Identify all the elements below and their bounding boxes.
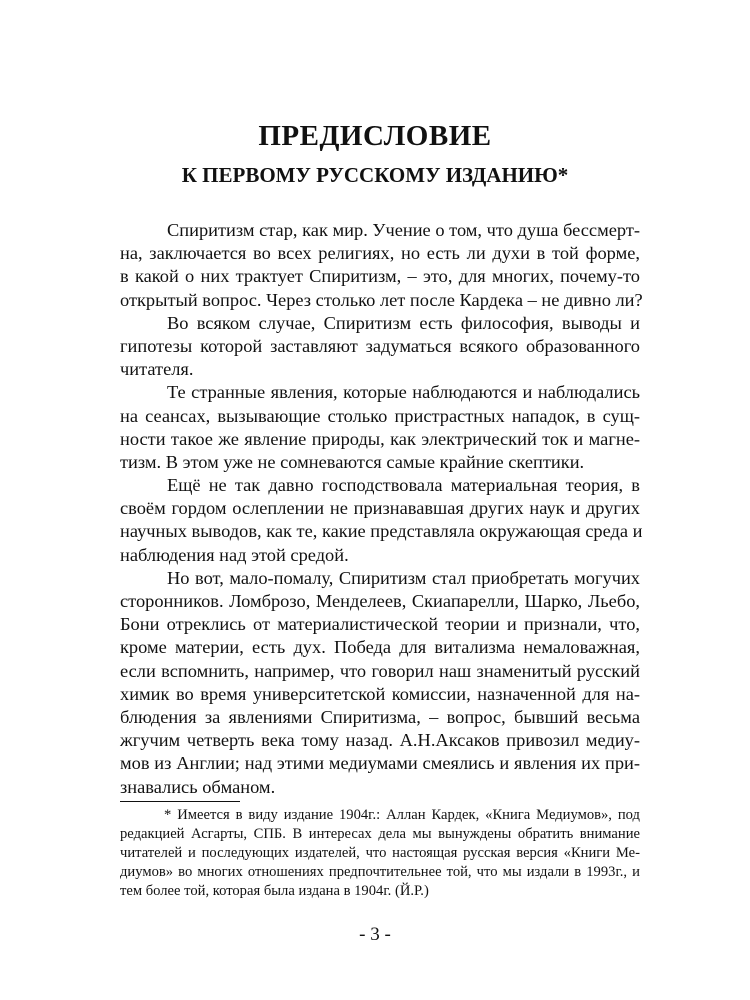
text-line: научных выводов, как те, какие представляла окружающая среда и (120, 521, 643, 542)
page-number: - 3 - (359, 924, 391, 945)
text-line: на сеансах, вызывающие столько пристрастных нападок, в сущ- (120, 405, 640, 426)
text-line: тизм. В этом уже не сомневаются самые крайние скептики. (120, 451, 585, 472)
body-text (120, 219, 643, 799)
paragraph (120, 474, 643, 567)
text-line: Спиритизм стар, как мир. Учение о том, что душа бессмерт- (167, 220, 640, 240)
text-line: сторонников. Ломброзо, Менделеев, Скиапарелли, Шарко, Льебо, (120, 591, 640, 611)
text-line: ности такое же явление природы, как электрический ток и магне- (120, 428, 640, 449)
paragraph (120, 219, 643, 312)
text-line: химик во время университетской комиссии, назначенной для на- (120, 683, 640, 704)
text-line: Ещё не так давно господствовала материальная теория, в (167, 475, 640, 496)
text-line: своём гордом ослеплении не признававшая других наук и других (120, 498, 640, 519)
text-line: кроме материи, есть дух. Победа для витализма немаловажная, (120, 637, 640, 658)
footnote-line: редакцией Асгарты, СПБ. В интересах дела мы вынуждены обратить внимание (120, 826, 640, 842)
text-line: Бони отреклись от материалистической теории и признали, что, (120, 614, 640, 635)
paragraph (120, 312, 640, 382)
text-line: наблюдения над этой средой. (120, 544, 349, 565)
text-line: если вспомнить, например, что говорил наш знаменитый русский (120, 660, 640, 681)
text-line: мов из Англии; над этими медиумами смеялись и явления их при- (120, 753, 640, 774)
footnote-divider (120, 801, 240, 802)
paragraph (120, 567, 640, 799)
text-line: на, заключается во всех религиях, но есть ли духи в той форме, (120, 243, 640, 264)
text-line: Но вот, мало-помалу, Спиритизм стал приобретать могучих (167, 567, 640, 588)
footnote-line: тем более той, которая была издана в 1904г. (Й.Р.) (120, 883, 429, 899)
text-line: Во всяком случае, Спиритизм есть философия, выводы и (167, 312, 640, 333)
page-title: ПРЕДИСЛОВИЕ (258, 120, 492, 152)
text-line: в какой о них трактует Спиритизм, – это, для многих, почему-то (120, 266, 640, 287)
text-line: гипотезы которой заставляют задуматься всякого образованного (120, 335, 640, 356)
page-subtitle: К ПЕРВОМУ РУССКОМУ ИЗДАНИЮ* (181, 163, 569, 187)
text-line: открытый вопрос. Через столько лет после Кардека – не дивно ли? (120, 289, 643, 310)
paragraph (120, 381, 640, 474)
footnote-line: * Имеется в виду издание 1904г.: Аллан Кардек, «Книга Медиумов», под (164, 807, 640, 823)
text-line: Те странные явления, которые наблюдаются и наблюдались (167, 382, 640, 403)
footnote (120, 806, 640, 901)
text-line: знавались обманом. (120, 776, 276, 797)
footnote-line: читателей и последующих издателей, что настоящая русская версия «Книги Ме- (120, 845, 640, 861)
text-line: читателя. (120, 359, 194, 380)
footnote-line: диумов» во многих отношениях предпочтительнее той, что мы издали в 1993г., и (120, 864, 640, 880)
text-line: жгучим четверть века тому назад. А.Н.Аксаков привозил медиу- (120, 730, 640, 751)
text-line: блюдения за явлениями Спиритизма, – вопрос, бывший весьма (120, 706, 640, 727)
